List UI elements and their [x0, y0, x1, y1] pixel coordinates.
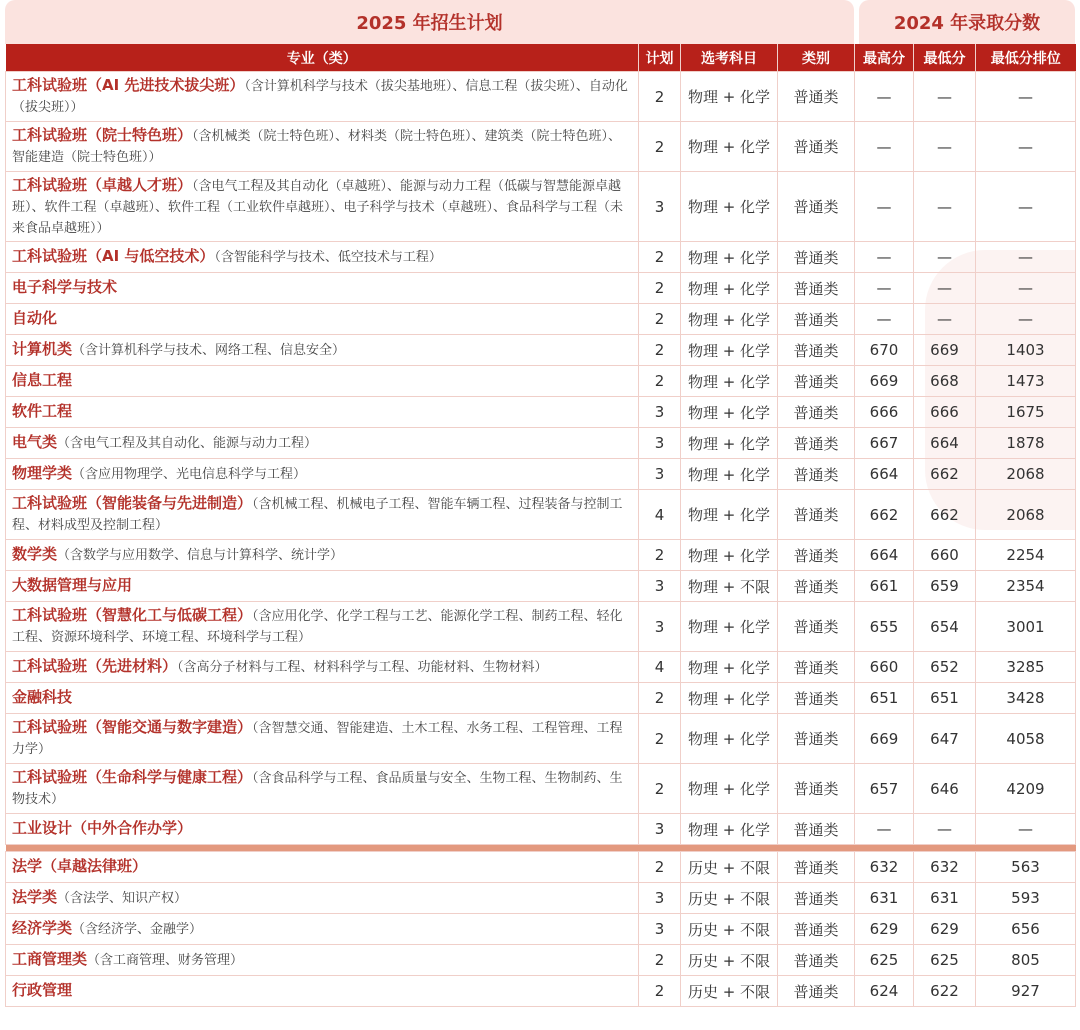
plan-cell: 3: [639, 172, 681, 242]
major-name: 软件工程: [12, 402, 73, 420]
major-cell: [6, 814, 639, 845]
category-cell: 普通类: [778, 335, 855, 366]
min-rank-cell: 1878: [976, 428, 1076, 459]
major-cell: [6, 883, 639, 914]
category-cell: 普通类: [778, 683, 855, 714]
subject-cell: 物理 + 化学: [681, 714, 778, 764]
min-score-cell: 632: [914, 852, 976, 883]
major-note: （含机械类（院士特色班）、材料类（院士特色班）、建筑类（院士特色班）、智能建造（院士特色班））: [12, 129, 622, 165]
max-score-cell: 667: [855, 428, 914, 459]
major-name: 法学类: [12, 888, 58, 906]
major-cell: [6, 172, 639, 242]
table-row: [6, 852, 1076, 883]
major-note: （含食品科学与工程、食品质量与安全、生物工程、生物制药、生物技术）: [12, 771, 623, 807]
min-rank-cell: 1675: [976, 397, 1076, 428]
subject-cell: 物理 + 化学: [681, 304, 778, 335]
category-cell: 普通类: [778, 945, 855, 976]
major-cell: [6, 459, 639, 490]
major-name: 工科试验班（智能交通与数字建造）: [12, 718, 253, 736]
min-score-cell: 625: [914, 945, 976, 976]
major-name: 工科试验班（生命科学与健康工程）: [12, 768, 253, 786]
subject-cell: 物理 + 化学: [681, 366, 778, 397]
major-note: （含智慧交通、智能建造、土木工程、水务工程、工程管理、工程力学）: [12, 721, 623, 757]
max-score-cell: —: [855, 814, 914, 845]
table-row: [6, 883, 1076, 914]
min-score-cell: 669: [914, 335, 976, 366]
plan-cell: 2: [639, 976, 681, 1007]
category-cell: 普通类: [778, 304, 855, 335]
category-cell: 普通类: [778, 242, 855, 273]
subject-cell: 物理 + 化学: [681, 540, 778, 571]
plan-cell: 2: [639, 683, 681, 714]
min-score-cell: —: [914, 304, 976, 335]
min-score-cell: —: [914, 172, 976, 242]
table-row: [6, 602, 1076, 652]
table-row: [6, 764, 1076, 814]
table-body: [6, 72, 1076, 1007]
major-note: （含计算机科学与技术、网络工程、信息安全）: [72, 343, 346, 358]
min-score-cell: 662: [914, 459, 976, 490]
min-score-cell: 660: [914, 540, 976, 571]
subject-cell: 历史 + 不限: [681, 976, 778, 1007]
table-row: [6, 122, 1076, 172]
min-rank-cell: 927: [976, 976, 1076, 1007]
subject-cell: 物理 + 化学: [681, 273, 778, 304]
min-rank-cell: 563: [976, 852, 1076, 883]
subject-cell: 历史 + 不限: [681, 852, 778, 883]
plan-cell: 4: [639, 652, 681, 683]
major-name: 数学类: [12, 545, 58, 563]
min-score-cell: 668: [914, 366, 976, 397]
min-rank-cell: —: [976, 814, 1076, 845]
major-cell: [6, 304, 639, 335]
section-divider: [6, 845, 1076, 852]
max-score-cell: 669: [855, 714, 914, 764]
table-row: [6, 428, 1076, 459]
major-note: （含电气工程及其自动化（卓越班）、能源与动力工程（低碳与智慧能源卓越班）、软件工程（卓越班）、软件工程（工业软件卓越班）、电子科学与技术（卓越班）、食品科学与工程（未来食品卓越班））: [12, 178, 624, 236]
max-score-cell: 631: [855, 883, 914, 914]
plan-cell: 3: [639, 397, 681, 428]
subject-cell: 历史 + 不限: [681, 945, 778, 976]
table-row: [6, 273, 1076, 304]
major-cell: [6, 428, 639, 459]
min-rank-cell: 2254: [976, 540, 1076, 571]
min-rank-cell: —: [976, 242, 1076, 273]
col-subjects: 选考科目: [681, 44, 778, 72]
max-score-cell: 666: [855, 397, 914, 428]
max-score-cell: 625: [855, 945, 914, 976]
subject-cell: 物理 + 化学: [681, 242, 778, 273]
major-note: （含智能科学与技术、低空技术与工程）: [214, 250, 442, 265]
major-cell: [6, 72, 639, 122]
major-name: 物理学类: [12, 464, 73, 482]
min-rank-cell: —: [976, 273, 1076, 304]
max-score-cell: 661: [855, 571, 914, 602]
major-name: 大数据管理与应用: [12, 576, 133, 594]
major-cell: [6, 366, 639, 397]
max-score-cell: 664: [855, 459, 914, 490]
plan-cell: 3: [639, 602, 681, 652]
min-score-cell: 662: [914, 490, 976, 540]
max-score-cell: 662: [855, 490, 914, 540]
subject-cell: 物理 + 化学: [681, 335, 778, 366]
plan-section-title: 2025 年招生计划: [5, 0, 854, 44]
min-score-cell: 647: [914, 714, 976, 764]
major-cell: [6, 852, 639, 883]
plan-cell: 4: [639, 490, 681, 540]
category-cell: 普通类: [778, 764, 855, 814]
category-cell: 普通类: [778, 397, 855, 428]
major-cell: [6, 335, 639, 366]
plan-cell: 2: [639, 304, 681, 335]
plan-cell: 3: [639, 459, 681, 490]
table-row: [6, 814, 1076, 845]
subject-cell: 物理 + 化学: [681, 602, 778, 652]
min-rank-cell: —: [976, 122, 1076, 172]
min-score-cell: 652: [914, 652, 976, 683]
min-score-cell: 664: [914, 428, 976, 459]
category-cell: 普通类: [778, 976, 855, 1007]
subject-cell: 物理 + 化学: [681, 397, 778, 428]
major-note: （含经济学、金融学）: [72, 922, 203, 937]
major-note: （含工商管理、财务管理）: [87, 953, 244, 968]
major-name: 信息工程: [12, 371, 73, 389]
major-name: 工科试验班（先进材料）: [12, 657, 178, 675]
category-cell: 普通类: [778, 122, 855, 172]
plan-cell: 3: [639, 883, 681, 914]
max-score-cell: 629: [855, 914, 914, 945]
table-row: [6, 397, 1076, 428]
category-cell: 普通类: [778, 814, 855, 845]
major-name: 计算机类: [12, 340, 73, 358]
plan-cell: 2: [639, 540, 681, 571]
major-name: 工科试验班（智慧化工与低碳工程）: [12, 606, 253, 624]
table-row: [6, 714, 1076, 764]
min-score-cell: 666: [914, 397, 976, 428]
table-row: [6, 914, 1076, 945]
min-rank-cell: 1473: [976, 366, 1076, 397]
subject-cell: 物理 + 化学: [681, 490, 778, 540]
min-rank-cell: —: [976, 172, 1076, 242]
major-name: 经济学类: [12, 919, 73, 937]
plan-cell: 2: [639, 945, 681, 976]
table-row: [6, 366, 1076, 397]
table-row: [6, 571, 1076, 602]
major-note: （含应用物理学、光电信息科学与工程）: [72, 467, 307, 482]
col-min-score: 最低分: [914, 44, 976, 72]
major-name: 工科试验班（院士特色班）: [12, 126, 193, 144]
major-note: （含计算机科学与技术（拔尖基地班）、信息工程（拔尖班）、自动化（拔尖班））: [12, 79, 628, 115]
category-cell: 普通类: [778, 273, 855, 304]
major-cell: [6, 764, 639, 814]
plan-cell: 2: [639, 273, 681, 304]
plan-cell: 3: [639, 814, 681, 845]
max-score-cell: —: [855, 172, 914, 242]
plan-cell: 2: [639, 366, 681, 397]
major-cell: [6, 490, 639, 540]
major-cell: [6, 397, 639, 428]
category-cell: 普通类: [778, 490, 855, 540]
table-row: [6, 72, 1076, 122]
subject-cell: 物理 + 化学: [681, 652, 778, 683]
max-score-cell: 669: [855, 366, 914, 397]
min-score-cell: 659: [914, 571, 976, 602]
max-score-cell: —: [855, 304, 914, 335]
table-row: [6, 945, 1076, 976]
max-score-cell: 660: [855, 652, 914, 683]
max-score-cell: 655: [855, 602, 914, 652]
category-cell: 普通类: [778, 172, 855, 242]
category-cell: 普通类: [778, 428, 855, 459]
table-row: [6, 172, 1076, 242]
min-score-cell: 646: [914, 764, 976, 814]
subject-cell: 物理 + 化学: [681, 428, 778, 459]
min-rank-cell: 3285: [976, 652, 1076, 683]
min-rank-cell: 656: [976, 914, 1076, 945]
min-rank-cell: —: [976, 72, 1076, 122]
major-name: 法学（卓越法律班）: [12, 857, 148, 875]
category-cell: 普通类: [778, 602, 855, 652]
major-cell: [6, 652, 639, 683]
max-score-cell: —: [855, 122, 914, 172]
category-cell: 普通类: [778, 366, 855, 397]
subject-cell: 物理 + 化学: [681, 172, 778, 242]
min-rank-cell: 2354: [976, 571, 1076, 602]
category-cell: 普通类: [778, 714, 855, 764]
max-score-cell: 664: [855, 540, 914, 571]
min-rank-cell: 593: [976, 883, 1076, 914]
major-cell: [6, 714, 639, 764]
min-rank-cell: —: [976, 304, 1076, 335]
plan-cell: 3: [639, 571, 681, 602]
min-rank-cell: 4209: [976, 764, 1076, 814]
major-cell: [6, 242, 639, 273]
max-score-cell: —: [855, 72, 914, 122]
admission-table: [5, 44, 1076, 1007]
category-cell: 普通类: [778, 540, 855, 571]
subject-cell: 物理 + 化学: [681, 764, 778, 814]
col-max-score: 最高分: [855, 44, 914, 72]
category-cell: 普通类: [778, 914, 855, 945]
subject-cell: 物理 + 化学: [681, 459, 778, 490]
min-score-cell: 631: [914, 883, 976, 914]
category-cell: 普通类: [778, 652, 855, 683]
table-row: [6, 304, 1076, 335]
min-rank-cell: 4058: [976, 714, 1076, 764]
major-name: 工科试验班（AI 先进技术拔尖班）: [12, 76, 245, 94]
plan-cell: 2: [639, 852, 681, 883]
table-row: [6, 459, 1076, 490]
min-rank-cell: 805: [976, 945, 1076, 976]
major-name: 工科试验班（AI 与低空技术）: [12, 247, 215, 265]
min-score-cell: 622: [914, 976, 976, 1007]
min-score-cell: 629: [914, 914, 976, 945]
table-row: [6, 652, 1076, 683]
max-score-cell: 670: [855, 335, 914, 366]
table-row: [6, 976, 1076, 1007]
max-score-cell: 632: [855, 852, 914, 883]
major-name: 金融科技: [12, 688, 73, 706]
plan-cell: 2: [639, 764, 681, 814]
table-row: [6, 683, 1076, 714]
major-note: （含高分子材料与工程、材料科学与工程、功能材料、生物材料）: [177, 660, 548, 675]
major-name: 电子科学与技术: [12, 278, 118, 296]
major-cell: [6, 914, 639, 945]
max-score-cell: 657: [855, 764, 914, 814]
min-score-cell: —: [914, 72, 976, 122]
col-category: 类别: [778, 44, 855, 72]
table-row: [6, 335, 1076, 366]
plan-cell: 2: [639, 242, 681, 273]
major-note: （含法学、知识产权）: [57, 891, 188, 906]
category-cell: 普通类: [778, 852, 855, 883]
max-score-cell: 651: [855, 683, 914, 714]
major-note: （含电气工程及其自动化、能源与动力工程）: [57, 436, 318, 451]
subject-cell: 历史 + 不限: [681, 914, 778, 945]
major-name: 工商管理类: [12, 950, 88, 968]
major-note: （含应用化学、化学工程与工艺、能源化学工程、制药工程、轻化工程、资源环境科学、环境工程、环境科学与工程）: [12, 609, 623, 645]
subject-cell: 历史 + 不限: [681, 883, 778, 914]
col-major: 专业（类）: [6, 44, 639, 72]
table-row: [6, 540, 1076, 571]
min-score-cell: —: [914, 242, 976, 273]
category-cell: 普通类: [778, 72, 855, 122]
major-name: 工业设计（中外合作办学）: [12, 819, 193, 837]
major-cell: [6, 122, 639, 172]
min-score-cell: —: [914, 273, 976, 304]
major-cell: [6, 683, 639, 714]
category-cell: 普通类: [778, 571, 855, 602]
plan-cell: 2: [639, 122, 681, 172]
major-name: 工科试验班（卓越人才班）: [12, 175, 193, 194]
max-score-cell: 624: [855, 976, 914, 1007]
min-score-cell: —: [914, 814, 976, 845]
major-note: （含机械工程、机械电子工程、智能车辆工程、过程装备与控制工程、材料成型及控制工程）: [12, 497, 623, 533]
major-cell: [6, 602, 639, 652]
plan-cell: 3: [639, 914, 681, 945]
table-row: [6, 242, 1076, 273]
subject-cell: 物理 + 化学: [681, 683, 778, 714]
max-score-cell: —: [855, 242, 914, 273]
major-name: 行政管理: [12, 981, 73, 999]
category-cell: 普通类: [778, 459, 855, 490]
table-row: [6, 490, 1076, 540]
plan-cell: 2: [639, 714, 681, 764]
subject-cell: 物理 + 不限: [681, 571, 778, 602]
col-plan: 计划: [639, 44, 681, 72]
major-cell: [6, 945, 639, 976]
min-score-cell: —: [914, 122, 976, 172]
subject-cell: 物理 + 化学: [681, 122, 778, 172]
min-rank-cell: 1403: [976, 335, 1076, 366]
min-score-cell: 651: [914, 683, 976, 714]
col-min-rank: 最低分排位: [976, 44, 1076, 72]
major-cell: [6, 976, 639, 1007]
major-cell: [6, 540, 639, 571]
subject-cell: 物理 + 化学: [681, 72, 778, 122]
category-cell: 普通类: [778, 883, 855, 914]
major-name: 工科试验班（智能装备与先进制造）: [12, 494, 253, 512]
major-note: （含数学与应用数学、信息与计算科学、统计学）: [57, 548, 344, 563]
major-name: 电气类: [12, 433, 58, 451]
max-score-cell: —: [855, 273, 914, 304]
column-header-row: [6, 44, 1076, 72]
min-rank-cell: 3428: [976, 683, 1076, 714]
min-rank-cell: 2068: [976, 490, 1076, 540]
major-cell: [6, 571, 639, 602]
score-section-title: 2024 年录取分数: [859, 0, 1075, 44]
min-rank-cell: 2068: [976, 459, 1076, 490]
subject-cell: 物理 + 化学: [681, 814, 778, 845]
min-rank-cell: 3001: [976, 602, 1076, 652]
major-name: 自动化: [12, 309, 58, 327]
plan-cell: 2: [639, 72, 681, 122]
plan-cell: 2: [639, 335, 681, 366]
min-score-cell: 654: [914, 602, 976, 652]
major-cell: [6, 273, 639, 304]
plan-cell: 3: [639, 428, 681, 459]
